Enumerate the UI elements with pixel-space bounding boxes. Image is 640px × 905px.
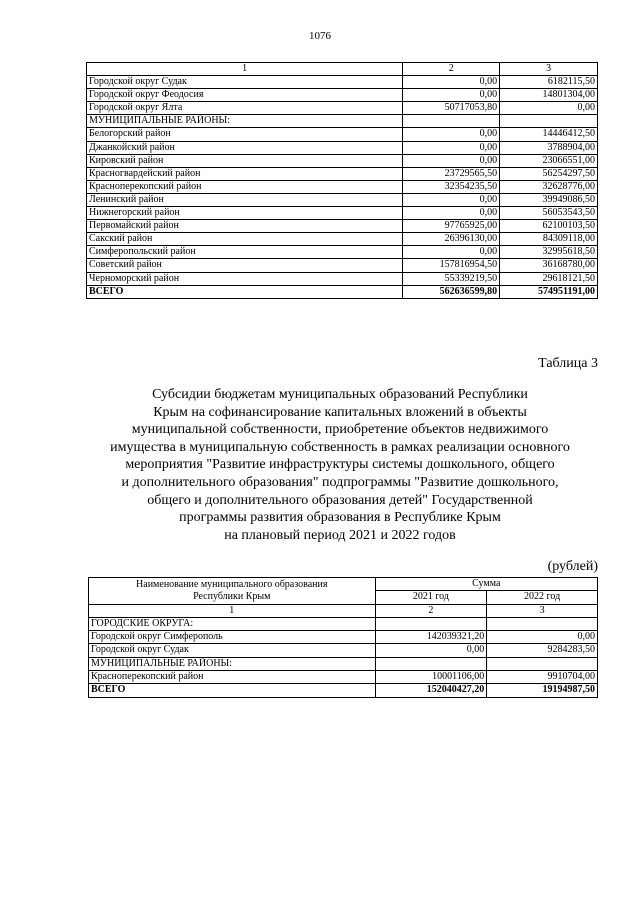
title-line: Крым на софинансирование капитальных вложений в объекты (153, 404, 527, 420)
amount-2021: 32354235,50 (403, 180, 500, 193)
municipality-name: Городской округ Судак (87, 76, 403, 89)
amount-2021: 50717053,80 (403, 102, 500, 115)
total-2021: 562636599,80 (403, 285, 500, 298)
amount-2022: 36168780,00 (500, 259, 598, 272)
total-row (89, 684, 598, 697)
col-number-3: 3 (500, 63, 598, 76)
table-row (87, 89, 598, 102)
municipality-name: Городской округ Феодосия (87, 89, 403, 102)
col-name-header-line2: Республики Крым (193, 590, 271, 602)
municipality-name: Городской округ Ялта (87, 102, 403, 115)
municipality-name: Сакский район (87, 233, 403, 246)
amount-2021: 0,00 (403, 89, 500, 102)
amount-2021: 0,00 (403, 128, 500, 141)
col-number-3: 3 (487, 604, 598, 617)
title-line: муниципальной собственности, приобретение объектов недвижимого (131, 422, 549, 438)
amount-2022: 9910704,00 (487, 671, 598, 684)
table-row (87, 102, 598, 115)
amount-2022: 39949086,50 (500, 193, 598, 206)
title-line: общего и дополнительного образования детей" Государственной (147, 492, 533, 508)
amount-2021: 97765925,00 (403, 220, 500, 233)
year-2022-header: 2022 год (487, 591, 598, 604)
amount-2022: 14446412,50 (500, 128, 598, 141)
amount-2021: 0,00 (403, 246, 500, 259)
col-name-header-line1: Наименование муниципального образования (136, 578, 328, 590)
amount-2022: 32995618,50 (500, 246, 598, 259)
municipality-name: Кировский район (87, 154, 403, 167)
amount-2021: 0,00 (403, 207, 500, 220)
amount-2021: 55339219,50 (403, 272, 500, 285)
table-row (87, 246, 598, 259)
municipality-name: Симферопольский район (87, 246, 403, 259)
municipality-name: Белогорский район (87, 128, 403, 141)
table-header-row (87, 63, 598, 76)
table-row (87, 233, 598, 246)
municipality-name: МУНИЦИПАЛЬНЫЕ РАЙОНЫ: (87, 115, 403, 128)
total-label: ВСЕГО (89, 684, 376, 697)
table-row (89, 657, 598, 670)
municipality-name: Черноморский район (87, 272, 403, 285)
table-row (87, 167, 598, 180)
municipality-name: МУНИЦИПАЛЬНЫЕ РАЙОНЫ: (89, 657, 376, 670)
col-number-2: 2 (375, 604, 487, 617)
sum-header: Сумма (375, 578, 597, 591)
table-row (89, 631, 598, 644)
amount-2021 (375, 617, 487, 630)
municipality-name: Красногвардейский район (87, 167, 403, 180)
amount-2021 (375, 657, 487, 670)
title-line: Субсидии бюджетам муниципальных образований Республики (152, 387, 528, 402)
amount-2022: 6182115,50 (500, 76, 598, 89)
amount-2021: 26396130,00 (403, 233, 500, 246)
municipality-name: Ленинский район (87, 193, 403, 206)
table-row (87, 128, 598, 141)
amount-2022: 56254297,50 (500, 167, 598, 180)
municipality-name: Джанкойский район (87, 141, 403, 154)
col-number-1: 1 (89, 604, 376, 617)
title-line: мероприятия "Развитие инфраструктуры системы дошкольного, общего (125, 457, 555, 473)
table-row (89, 644, 598, 657)
table-row (89, 671, 598, 684)
total-2022: 19194987,50 (487, 684, 598, 697)
table-title (80, 386, 600, 544)
amount-2021: 157816954,50 (403, 259, 500, 272)
table-row (87, 259, 598, 272)
table-row (89, 617, 598, 630)
table-label: Таблица 3 (538, 356, 598, 371)
col-name-header (89, 578, 376, 605)
amount-2021: 23729565,50 (403, 167, 500, 180)
amount-2021: 0,00 (403, 154, 500, 167)
table-row (87, 207, 598, 220)
col-number-2: 2 (403, 63, 500, 76)
table-row (87, 220, 598, 233)
municipality-name: Нижнегорский район (87, 207, 403, 220)
amount-2022 (487, 617, 598, 630)
amount-2022: 0,00 (487, 631, 598, 644)
table-row (87, 272, 598, 285)
year-2021-header: 2021 год (375, 591, 487, 604)
municipality-name: Городской округ Судак (89, 644, 376, 657)
amount-2022: 23066551,00 (500, 154, 598, 167)
total-2022: 574951191,00 (500, 285, 598, 298)
table-row (87, 115, 598, 128)
page-number: 1076 (309, 30, 331, 42)
amount-2022: 14801304,00 (500, 89, 598, 102)
amount-2021: 0,00 (403, 193, 500, 206)
amount-2022: 84309118,00 (500, 233, 598, 246)
municipality-name: Красноперекопский район (89, 671, 376, 684)
amount-2022: 62100103,50 (500, 220, 598, 233)
amount-2021 (403, 115, 500, 128)
table-row (87, 154, 598, 167)
amount-2022 (487, 657, 598, 670)
municipality-name: Советский район (87, 259, 403, 272)
amount-2021: 10001106,00 (375, 671, 487, 684)
table-row (87, 76, 598, 89)
units-label: (рублей) (547, 559, 598, 574)
amount-2022: 56053543,50 (500, 207, 598, 220)
col-number-1: 1 (87, 63, 403, 76)
total-2021: 152040427,20 (375, 684, 487, 697)
amount-2022: 9284283,50 (487, 644, 598, 657)
total-row (87, 285, 598, 298)
amount-2022 (500, 115, 598, 128)
table-row (87, 180, 598, 193)
amount-2022: 0,00 (500, 102, 598, 115)
municipality-name: Первомайский район (87, 220, 403, 233)
municipality-name: ГОРОДСКИЕ ОКРУГА: (89, 617, 376, 630)
amount-2022: 29618121,50 (500, 272, 598, 285)
amount-2021: 0,00 (375, 644, 487, 657)
municipality-name: Красноперекопский район (87, 180, 403, 193)
subsidy-table-3 (88, 577, 598, 698)
amount-2021: 0,00 (403, 76, 500, 89)
amount-2022: 32628776,00 (500, 180, 598, 193)
title-line: и дополнительного образования" подпрограммы "Развитие дошкольного, (121, 474, 559, 490)
title-line: имущества в муниципальную собственность в рамках реализации основного (110, 439, 570, 455)
table-row (87, 141, 598, 154)
amount-2022: 3788904,00 (500, 141, 598, 154)
table-row (87, 193, 598, 206)
subsidy-table-continued (86, 62, 598, 299)
amount-2021: 0,00 (403, 141, 500, 154)
title-line: на плановый период 2021 и 2022 годов (224, 527, 456, 543)
total-label: ВСЕГО (87, 285, 403, 298)
amount-2021: 142039321,20 (375, 631, 487, 644)
municipality-name: Городской округ Симферополь (89, 631, 376, 644)
title-line: программы развития образования в Республике Крым (179, 510, 501, 526)
